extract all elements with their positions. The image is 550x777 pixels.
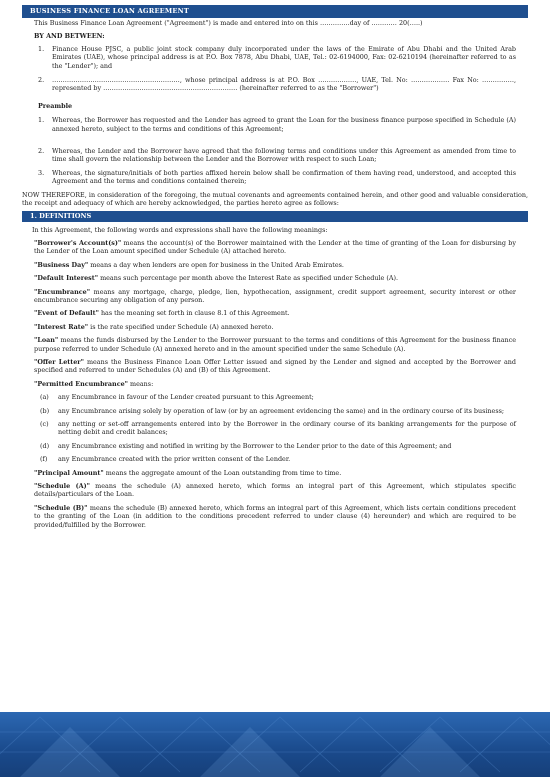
definition-text: means any mortgage, charge, pledge, lien, hypothecation, assignment, credit support agreement, security interest or other encumbrance securing any obligation of any person. (34, 287, 516, 304)
definition-text: means the schedule (A) annexed hereto, which forms an integral part of this Agreement, which stipulates specific details/particulars of the Loan. (34, 482, 517, 499)
preamble-text: Whereas, the Lender and the Borrower have agreed that the following terms and conditions under this Agreement as amended from time to time shall govern the relationship between the Lender and the Borrower with respect to such Loan; (52, 147, 516, 164)
definition-item (34, 336, 516, 353)
party-text: ……………………………………………………, whose principal address is at P.O. Box ………………, UAE, Tel. No: ……………… Fax No: ……………, represented by ……………………………………………………… (hereinafter referred to as the "Borrower") (52, 76, 516, 93)
permitted-number: (f) (40, 455, 48, 464)
party-number: 1. (38, 44, 45, 53)
definition-term: "Schedule (B)" (34, 503, 88, 512)
party-number: 2. (38, 76, 45, 85)
permitted-text: any Encumbrance arising solely by operation of law (or by an agreement evidencing the same) and in the ordinary course of its business; (58, 406, 505, 415)
definition-term: "Principal Amount" (34, 468, 104, 477)
definition-term: "Interest Rate" (34, 322, 89, 331)
definition-item (34, 358, 516, 375)
definition-term: "Default Interest" (34, 274, 99, 283)
definition-term: "Schedule (A)" (34, 482, 90, 491)
definition-text: means the schedule (B) annexed hereto, which forms an integral part of this Agreement, which lists certain conditions precedent to the granting of the Loan (in addition to the conditions precedent referred to under clause (4) hereunder) and which are required to be provided/fulfilled by the Borrower. (34, 503, 516, 529)
definition-text: means such percentage per month above the Interest Rate as specified under Schedule (A). (98, 274, 398, 283)
permitted-text: any Encumbrance created with the prior written consent of the Lender. (58, 455, 291, 464)
definition-term: "Permitted Encumbrance" (34, 379, 128, 388)
definition-item (34, 482, 516, 499)
permitted-number: (a) (40, 393, 49, 402)
permitted-encumbrance-item (34, 393, 516, 401)
definition-item (34, 288, 516, 305)
definition-text: means a day when lenders are open for business in the United Arab Emirates. (88, 260, 344, 269)
party-item (34, 45, 516, 70)
preamble-number: 1. (38, 116, 45, 125)
preamble-item (34, 116, 516, 133)
definition-text: has the meaning set forth in clause 8.1 of this Agreement. (98, 309, 290, 318)
definition-item (34, 261, 516, 269)
permitted-text: any Encumbrance in favour of the Lender created pursuant to this Agreement; (58, 393, 314, 402)
footer-decoration (0, 712, 550, 777)
definition-term: "Business Day" (34, 260, 89, 269)
definition-item (34, 504, 516, 529)
definition-term: "Event of Default" (34, 309, 99, 318)
preamble-heading: Preamble (38, 101, 73, 110)
permitted-text: any Encumbrance existing and notified in writing by the Borrower to the Lender prior to the date of this Agreement; and (58, 441, 452, 450)
section-heading-definitions: 1. DEFINITIONS (22, 211, 528, 222)
document-body (22, 19, 528, 534)
definition-item (34, 469, 516, 477)
definition-text: means the account(s) of the Borrower maintained with the Lender at the time of granting of the Loan for disbursing by the Lender of the Loan amount specified under Schedule (A) attached hereto. (34, 238, 516, 256)
permitted-number: (d) (40, 441, 50, 450)
permitted-encumbrance-item (34, 442, 516, 450)
definition-text: means: (127, 379, 154, 388)
definition-text: is the rate specified under Schedule (A) annexed hereto. (88, 322, 274, 331)
definition-item (34, 323, 516, 331)
document-title: BUSINESS FINANCE LOAN AGREEMENT (22, 5, 528, 18)
intro-paragraph: This Business Finance Loan Agreement ("Agreement") is made and entered into on this …………..day of ………… 20(…..) (34, 19, 423, 27)
now-therefore-paragraph: NOW THEREFORE, in consideration of the foregoing, the mutual covenants and agreements contained herein, and other good and valuable consideration, the receipt and adequacy of which are hereby acknowledged, the parties hereto agree as follows: (22, 190, 528, 208)
definition-text: means the aggregate amount of the Loan outstanding from time to time. (103, 468, 342, 477)
preamble-text: Whereas, the signature/initials of both parties affixed herein below shall be confirmation of them having read, understood, and accepted this Agreement and the terms and conditions contained therein; (52, 168, 516, 186)
party-text: Finance House PJSC, a public joint stock company duly incorporated under the laws of the Emirate of Abu Dhabi and the United Arab Emirates (UAE), whose principal address is at P.O. Box 7878, Abu Dhabi, UAE, Tel.: 02-6194000, Fax: 02-6210194 (hereinafter referred to as the "Lender"); and (52, 44, 516, 70)
definition-item (34, 309, 516, 317)
definition-term: "Offer Letter" (34, 357, 84, 366)
preamble-item (34, 147, 516, 164)
permitted-number: (b) (40, 406, 50, 415)
permitted-text: any netting or set-off arrangements entered into by the Borrower in the ordinary course of its banking arrangements for the purpose of netting debit and credit balances; (58, 420, 516, 437)
definitions-intro: In this Agreement, the following words and expressions shall have the following meanings: (32, 225, 328, 234)
footer-pattern (0, 712, 550, 777)
definition-term: "Borrower's Account(s)" (34, 238, 122, 247)
permitted-number: (c) (40, 420, 49, 428)
permitted-encumbrance-item (34, 407, 516, 415)
definition-text: means the funds disbursed by the Lender to the Borrower pursuant to the terms and conditions of this Agreement for the business finance purpose referred to under Schedule (A) annexed hereto and in the amount specified under the same Schedule (A). (34, 336, 516, 353)
definition-term: "Encumbrance" (34, 287, 91, 296)
permitted-encumbrance-item (34, 455, 516, 463)
definition-item (34, 239, 516, 256)
preamble-text: Whereas, the Borrower has requested and the Lender has agreed to grant the Loan for the business finance purpose specified in Schedule (A) annexed hereto, subject to the terms and conditions of this Agreement; (52, 116, 516, 133)
definition-item (34, 274, 516, 282)
permitted-encumbrance-item (34, 420, 516, 437)
party-item (34, 76, 516, 93)
preamble-number: 2. (38, 147, 45, 156)
preamble-item (34, 169, 516, 186)
between-label: BY AND BETWEEN: (34, 32, 105, 41)
definition-term: "Loan" (34, 336, 59, 345)
preamble-number: 3. (38, 168, 45, 177)
definition-text: means the Business Finance Loan Offer Letter issued and signed by the Lender and signed and accepted by the Borrower and specified and referred to under Schedules (A) and (B) of this Agreement. (34, 357, 516, 375)
definition-item (34, 380, 516, 388)
